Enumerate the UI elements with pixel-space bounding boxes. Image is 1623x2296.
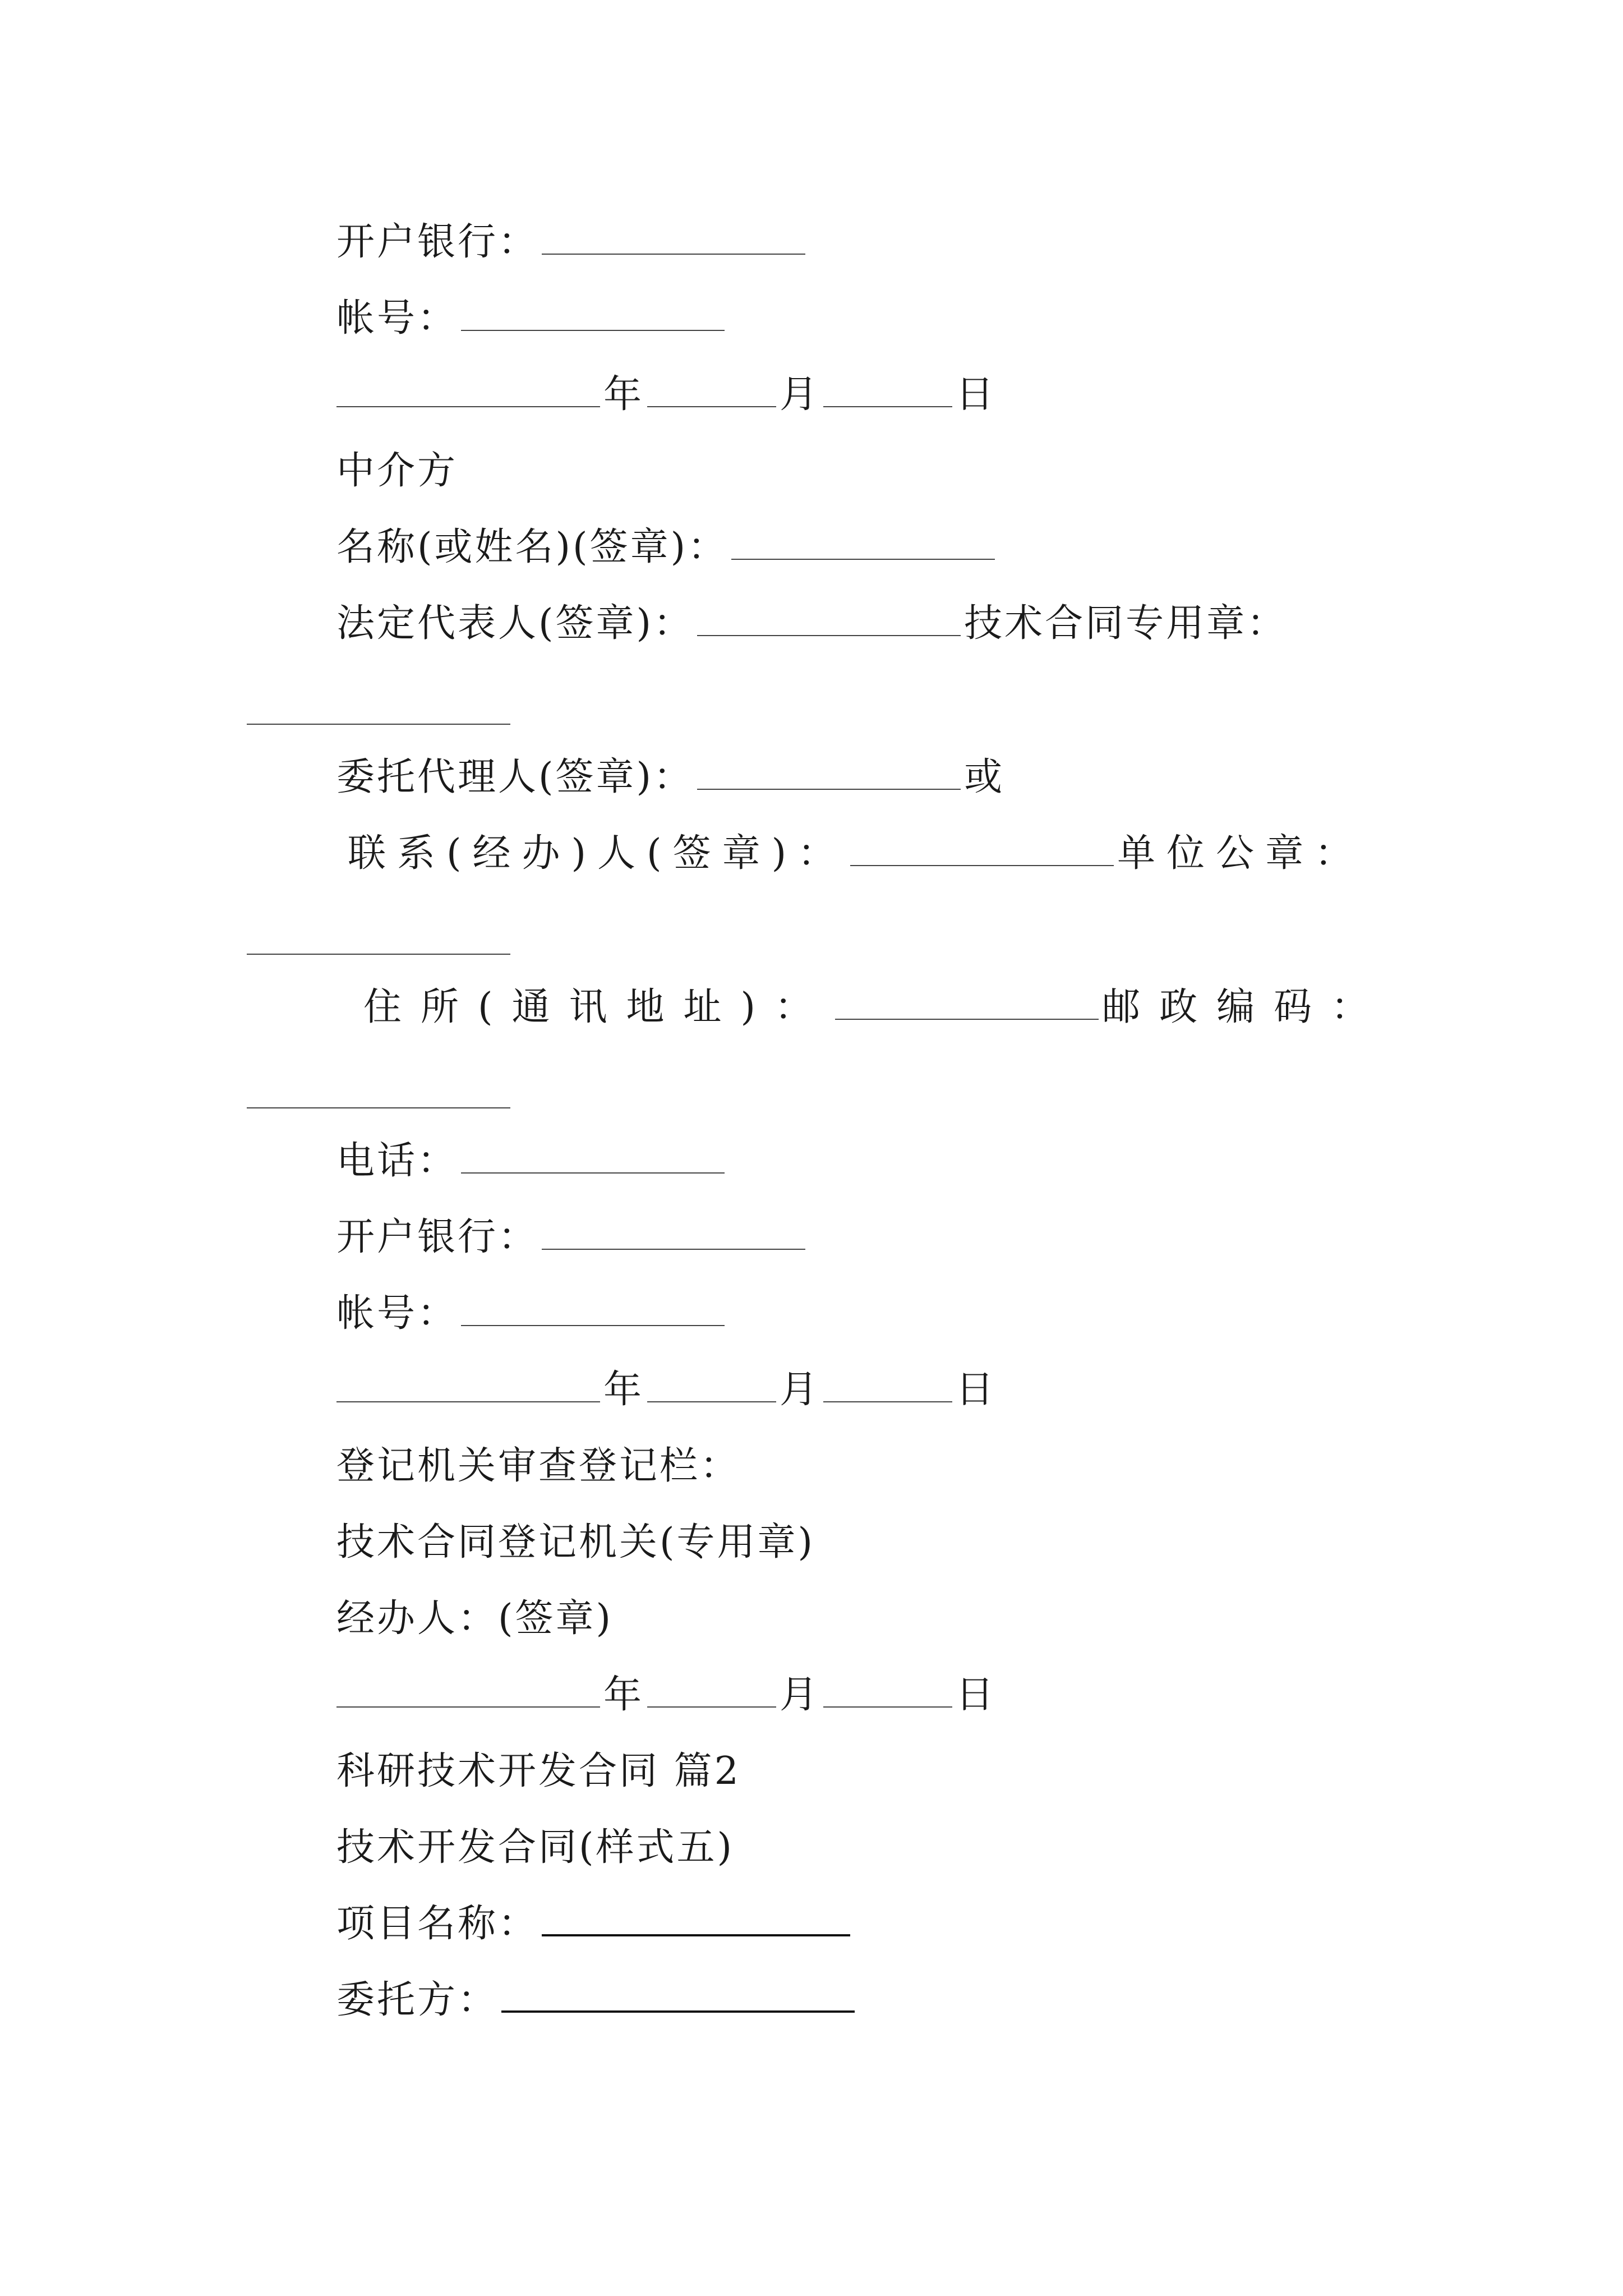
contract-seal-label: 技术合同专用章：: [964, 601, 1288, 646]
legal-rep-blank[interactable]: [697, 604, 961, 636]
day-label-2: 日: [956, 1368, 997, 1412]
date-line: [336, 372, 996, 417]
legal-rep-line: [336, 601, 1287, 646]
year-label-2: 年: [603, 1368, 644, 1412]
year-blank-2[interactable]: [336, 1370, 600, 1402]
contract-seal-blank[interactable]: [247, 724, 510, 725]
bank-line-2: [336, 1215, 809, 1260]
section-title-text: 科研技术开发合同 篇2: [336, 1749, 741, 1793]
day-blank-2[interactable]: [823, 1370, 952, 1402]
bank-line: [336, 220, 809, 265]
intermediary-heading: [336, 449, 458, 494]
legal-rep-label: 法定代表人(签章)：: [336, 601, 694, 646]
project-name-line: [336, 1902, 854, 1947]
account-label-2: 帐号：: [336, 1291, 458, 1336]
month-label-3: 月: [780, 1673, 820, 1717]
bank-label: 开户银行：: [336, 220, 539, 264]
phone-line: [336, 1139, 728, 1184]
account-line-2: [336, 1291, 728, 1336]
project-name-label: 项目名称：: [336, 1902, 539, 1946]
day-label: 日: [956, 372, 997, 417]
year-label-3: 年: [603, 1673, 644, 1717]
address-label: 住所(通讯地址)：: [363, 985, 832, 1029]
bank-blank[interactable]: [542, 222, 805, 255]
account-blank[interactable]: [461, 298, 725, 331]
month-label: 月: [780, 372, 820, 417]
day-label-3: 日: [956, 1673, 997, 1717]
phone-blank[interactable]: [461, 1141, 725, 1174]
handler-line: [336, 1596, 613, 1641]
month-blank-3[interactable]: [647, 1675, 776, 1708]
registry-seal-label: 技术合同登记机关(专用章): [336, 1520, 815, 1565]
agent-blank[interactable]: [697, 757, 961, 790]
client-label: 委托方：: [336, 1978, 499, 2022]
unit-seal-label: 单位公章：: [1117, 831, 1364, 876]
account-line: [336, 296, 728, 341]
or-label: 或: [964, 755, 1005, 799]
handler-label: 经办人：(签章): [336, 1596, 614, 1641]
contract-subtitle: [336, 1825, 734, 1870]
client-blank[interactable]: [501, 1979, 855, 2013]
name-blank[interactable]: [731, 527, 995, 560]
agent-line: [336, 755, 1004, 800]
account-label: 帐号：: [336, 296, 458, 341]
address-blank[interactable]: [835, 987, 1099, 1020]
account-blank-2[interactable]: [461, 1294, 725, 1326]
postcode-blank[interactable]: [247, 1107, 510, 1108]
day-blank-3[interactable]: [823, 1675, 952, 1708]
client-line: [336, 1978, 858, 2023]
date-line-3: [336, 1673, 996, 1718]
section-title: [336, 1749, 741, 1794]
registry-heading: [336, 1444, 740, 1489]
contact-label: 联系(经办)人(签章)：: [348, 831, 847, 876]
contract-subtitle-text: 技术开发合同(样式五): [336, 1825, 735, 1870]
month-blank[interactable]: [647, 375, 776, 407]
year-label: 年: [603, 372, 644, 417]
registry-label: 登记机关审查登记栏：: [336, 1444, 741, 1488]
date-line-2: [336, 1368, 996, 1412]
address-line: [363, 985, 1388, 1030]
unit-seal-blank[interactable]: [247, 954, 510, 955]
intermediary-label: 中介方: [336, 449, 458, 493]
registry-seal-line: [336, 1520, 815, 1565]
month-blank-2[interactable]: [647, 1370, 776, 1402]
day-blank[interactable]: [823, 375, 952, 407]
year-blank[interactable]: [336, 375, 600, 407]
agent-label: 委托代理人(签章)：: [336, 755, 694, 799]
year-blank-3[interactable]: [336, 1675, 600, 1708]
contact-line: [348, 831, 1364, 876]
name-line: [336, 525, 998, 570]
project-name-blank[interactable]: [542, 1903, 850, 1936]
bank-blank-2[interactable]: [542, 1217, 805, 1250]
postcode-label: 邮政编码：: [1102, 985, 1389, 1029]
contact-blank[interactable]: [850, 834, 1114, 866]
bank-label-2: 开户银行：: [336, 1215, 539, 1259]
month-label-2: 月: [780, 1368, 820, 1412]
name-label: 名称(或姓名)(签章)：: [336, 525, 728, 569]
phone-label: 电话：: [336, 1139, 458, 1183]
